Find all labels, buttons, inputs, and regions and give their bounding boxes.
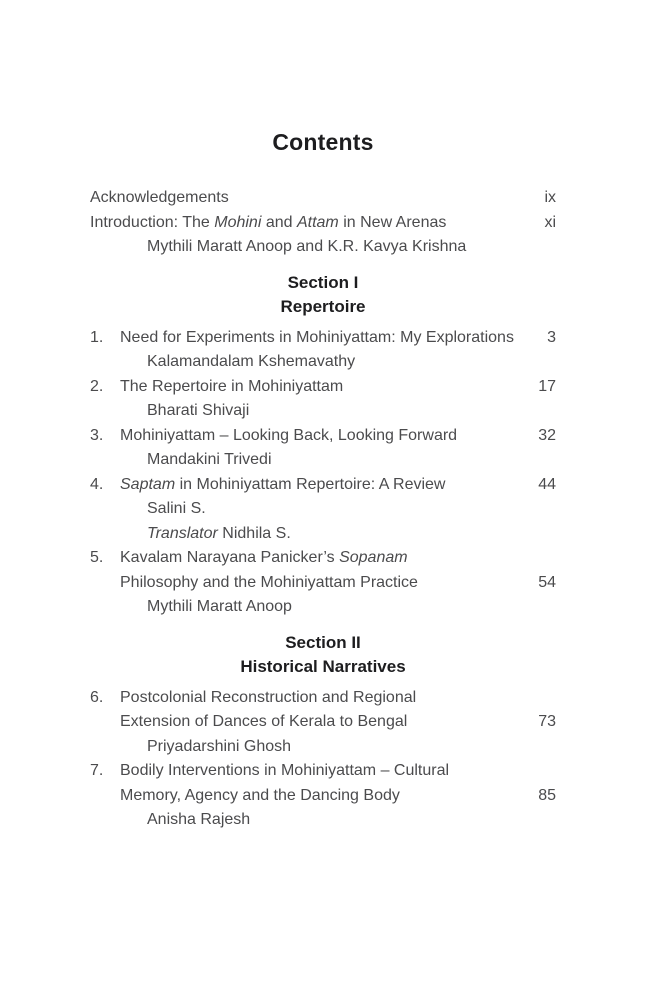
toc-entry	[90, 686, 556, 760]
page-title: Contents	[272, 129, 374, 155]
entry-title	[120, 473, 528, 498]
entry-title-italic: Attam	[296, 213, 339, 231]
entry-title-text: Memory, Agency and the Dancing Body	[120, 786, 400, 804]
entry-author	[147, 595, 556, 620]
entry-title	[120, 424, 528, 449]
entry-author	[147, 399, 556, 424]
entry-author-text: Mandakini Trivedi	[147, 451, 272, 468]
toc-entry	[90, 211, 556, 260]
entry-author-text: Mythili Maratt Anoop	[147, 598, 292, 615]
entry-title-text: Bodily Interventions in Mohiniyattam – Cultural	[120, 762, 450, 779]
entry-title-line	[120, 710, 556, 735]
entry-page-number: ix	[544, 189, 556, 206]
section-heading	[90, 631, 556, 680]
entry-title-line	[120, 375, 556, 400]
entry-body	[120, 546, 556, 620]
entry-number: 2.	[90, 377, 104, 395]
toc-list	[90, 186, 556, 833]
entry-author	[147, 235, 556, 260]
entry-title-italic: Mohini	[214, 213, 262, 231]
entry-title-text: Introduction: The	[90, 213, 215, 231]
entry-title-text: Extension of Dances of Kerala to Bengal	[120, 713, 408, 730]
entry-title	[120, 326, 537, 351]
entry-author-text: Anisha Rajesh	[147, 811, 251, 828]
entry-number: 6.	[90, 688, 104, 706]
entry-author	[147, 448, 556, 473]
entry-page-number: 54	[538, 573, 556, 591]
toc-entry	[90, 546, 556, 620]
entry-title-line	[90, 186, 556, 211]
entry-author-text: Bharati Shivaji	[147, 402, 250, 419]
toc-entry	[90, 759, 556, 833]
entry-title-line	[90, 211, 556, 236]
entry-title-italic: Saptam	[120, 475, 176, 493]
entry-body	[120, 424, 556, 473]
section-title: Section II	[285, 632, 361, 652]
entry-title-line	[120, 473, 556, 498]
entry-body	[90, 211, 556, 260]
entry-number: 3.	[90, 426, 104, 444]
entry-title	[90, 186, 534, 211]
entry-title-line	[120, 686, 556, 711]
entry-title	[90, 211, 534, 236]
entry-title	[120, 375, 528, 400]
toc-entry	[90, 424, 556, 473]
entry-title-text: Kavalam Narayana Panicker’s	[120, 549, 340, 566]
section-title: Section I	[287, 272, 359, 292]
entry-author	[147, 808, 556, 833]
entry-title-line	[120, 759, 556, 784]
entry-author-text: Kalamandalam Kshemavathy	[147, 353, 356, 370]
entry-title-line	[120, 326, 556, 351]
entry-title-text: and	[261, 213, 297, 231]
entry-author-italic: Translator	[147, 524, 218, 542]
entry-title-text: in Mohiniyattam Repertoire: A Review	[175, 475, 446, 493]
entry-page-number: 32	[538, 426, 556, 444]
entry-number: 4.	[90, 475, 104, 493]
entry-author-text: Salini S.	[147, 500, 206, 517]
section-subtitle: Repertoire	[280, 297, 366, 316]
entry-title-text: The Repertoire in Mohiniyattam	[120, 377, 344, 395]
entry-title	[120, 759, 556, 784]
entry-title-text: in New Arenas	[338, 213, 447, 231]
entry-author-text: Nidhila S.	[217, 524, 291, 542]
entry-title-line	[120, 424, 556, 449]
entry-body	[90, 186, 556, 211]
entry-page-number: 44	[538, 475, 556, 493]
toc-entry	[90, 186, 556, 211]
toc-entry	[90, 473, 556, 547]
entry-title-text: Postcolonial Reconstruction and Regional	[120, 688, 417, 706]
entry-number: 7.	[90, 762, 104, 779]
toc-entry	[90, 375, 556, 424]
entry-title-line	[120, 546, 556, 571]
entry-page-number: 85	[538, 786, 556, 804]
entry-author	[147, 497, 556, 522]
entry-author-text: Mythili Maratt Anoop and K.R. Kavya Krishna	[147, 238, 467, 255]
entry-title	[120, 546, 556, 571]
entry-body	[120, 686, 556, 760]
section-subtitle: Historical Narratives	[240, 657, 406, 676]
entry-body	[120, 326, 556, 375]
entry-body	[120, 759, 556, 833]
entry-page-number: 73	[538, 713, 556, 730]
entry-author	[147, 735, 556, 760]
entry-title-line	[120, 784, 556, 809]
entry-title-text: Need for Experiments in Mohiniyattam: My Explorations	[120, 328, 514, 346]
entry-title-italic: Sopanam	[339, 549, 408, 566]
entry-body	[120, 473, 556, 547]
entry-author	[147, 522, 556, 547]
entry-page-number: 17	[538, 377, 556, 395]
entry-author	[147, 350, 556, 375]
entry-title	[120, 784, 528, 809]
entry-title	[120, 571, 528, 596]
entry-page-number: 3	[547, 328, 556, 346]
entry-number: 1.	[90, 328, 104, 346]
entry-title	[120, 710, 528, 735]
entry-title-text: Philosophy and the Mohiniyattam Practice	[120, 573, 418, 591]
entry-title-text: Acknowledgements	[90, 189, 229, 206]
entry-title-line	[120, 571, 556, 596]
entry-author-text: Priyadarshini Ghosh	[147, 737, 292, 755]
entry-title	[120, 686, 556, 711]
section-heading	[90, 271, 556, 320]
entry-page-number: xi	[544, 213, 556, 231]
entry-title-text: Mohiniyattam – Looking Back, Looking Forward	[120, 426, 458, 444]
entry-number: 5.	[90, 549, 104, 566]
entry-body	[120, 375, 556, 424]
toc-entry	[90, 326, 556, 375]
